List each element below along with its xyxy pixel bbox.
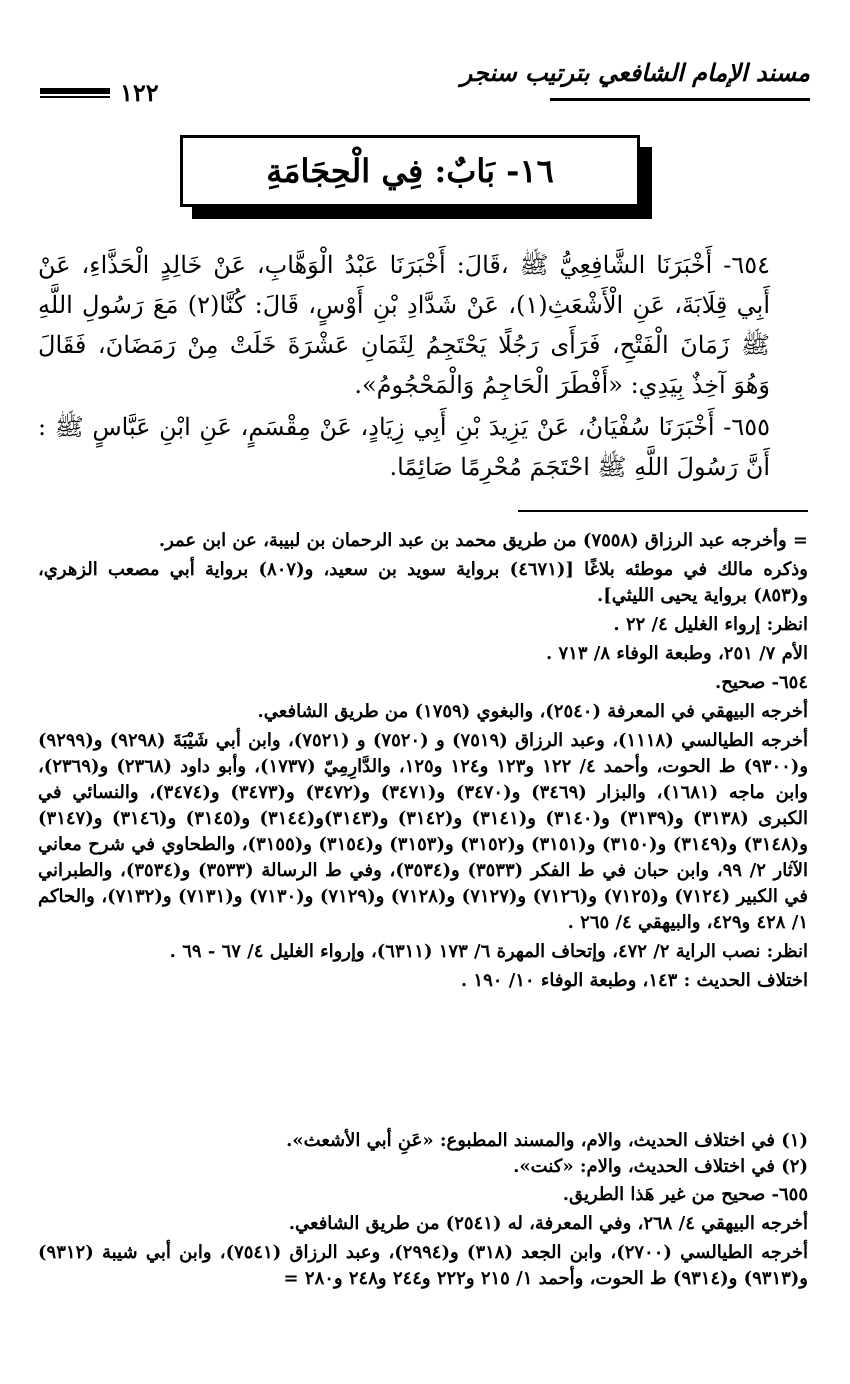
note-paragraph: = وأخرجه عبد الرزاق (٧٥٥٨) من طريق محمد بن عبد الرحمان بن لبيبة، عن ابن عمر. bbox=[158, 530, 808, 551]
note-paragraph: وذكره مالك في موطئه بلاغًا [(٤٦٧١) برواية سويد بن سعيد، و(٨٠٧) برواية أبي مصعب الزهري، و(٨٥٣) برواية يحيى الليثي]. bbox=[38, 559, 809, 606]
commentary-notes bbox=[38, 528, 808, 997]
header-title: مسند الإمام الشافعي بترتيب سنجر bbox=[460, 58, 810, 87]
note-paragraph: ٦٥٥- صحيح من غير هَذا الطريق. bbox=[562, 1184, 808, 1205]
notes-divider bbox=[518, 510, 808, 512]
page-number-bar-thin bbox=[40, 96, 110, 98]
note-paragraph: الأم ٧/ ٢٥١، وطبعة الوفاء ٨/ ٧١٣ . bbox=[545, 643, 808, 664]
note-paragraph: أخرجه الطيالسي (١١١٨)، وعبد الرزاق (٧٥١٩) و (٧٥٢٠) و (٧٥٢١)، وابن أبي شَيْبَةَ (٩٢٩٨) و(٩٢٩٩) و(٩٣٠٠) ط الحوت، وأحمد ٤/ ١٢٢ و١٢٣ و١٢٤ و١٢٥، والدَّارِمِيّ (١٧٣٧)، وأبو داود (٢٣٦٨) و(٢٣٦٩)، وابن ماجه (١٦٨١)، والبزار (٣٤٦٩) و(٣٤٧٠) و(٣٤٧١) و(٣٤٧٢) و(٣٤٧٣) و(٣٤٧٤)، والنسائي في الكبرى (٣١٣٨) و(٣١٣٩) و(٣١٤٠) و(٣١٤١) و(٣١٤٢) و(٣١٤٣)و(٣١٤٤) و(٣١٤٥) و(٣١٤٦) و(٣١٤٧) و(٣١٤٨) و(٣١٤٩) و(٣١٥٠) و(٣١٥١) و(٣١٥٢) و(٣١٥٣) و(٣١٥٤) و(٣١٥٥)، والطحاوي في شرح معاني الآثار ٢/ ٩٩، وابن حبان في ط الفكر (٣٥٣٣) و(٣٥٣٤)، وفي ط الرسالة (٣٥٣٣) و(٣٥٣٤)، والطبراني في الكبير (٧١٢٤) و(٧١٢٥) و(٧١٢٦) و(٧١٢٧) و(٧١٢٨) و(٧١٢٩) و(٧١٣٠) و(٧١٣١) و(٧١٣٢)، والحاكم ١/ ٤٢٨ و٤٢٩، والبيهقي ٤/ ٢٦٥ . bbox=[38, 730, 809, 933]
footnote-1: (١) في اختلاف الحديث، والام، والمسند المطبوع: «عَنِ أبي الأشعث». bbox=[286, 1130, 808, 1151]
footnotes bbox=[38, 1128, 808, 1180]
running-header bbox=[40, 58, 810, 106]
note-paragraph: انظر: نصب الراية ٢/ ٤٧٢، وإتحاف المهرة ٦/ ١٧٣ (٦٣١١)، وإرواء الغليل ٤/ ٦٧ - ٦٩ . bbox=[169, 941, 808, 962]
page-number-bar bbox=[40, 88, 110, 94]
note-paragraph: انظر: إرواء الغليل ٤/ ٢٢ . bbox=[613, 614, 808, 635]
hadith-655: ٦٥٥- أَخْبَرَنَا سُفْيَانُ، عَنْ يَزِيدَ بْنِ أَبِي زِيَادٍ، عَنْ مِقْسَمٍ، عَنِ ابْنِ عَبَّاسٍ ﷺ : أَنَّ رَسُولَ اللَّهِ ﷺ احْتَجَمَ مُحْرِمًا صَائِمًا. bbox=[38, 413, 770, 481]
note-paragraph: أخرجه البيهقي في المعرفة (٢٥٤٠)، والبغوي (١٧٥٩) من طريق الشافعي. bbox=[257, 701, 808, 722]
note-paragraph: اختلاف الحديث : ١٤٣، وطبعة الوفاء ١٠/ ١٩٠ . bbox=[460, 970, 808, 991]
header-underline bbox=[550, 98, 810, 101]
hadith-text bbox=[38, 245, 808, 489]
hadith-654: ٦٥٤- أَخْبَرَنَا الشَّافِعِيُّ ﷺ ،قَالَ: أَخْبَرَنَا عَبْدُ الْوَهَّابِ، عَنْ خَالِدٍ الْحَذَّاءِ، عَنْ أَبِي قِلَابَةَ، عَنِ الْأَشْعَثِ(١)، عَنْ شَدَّادِ بْنِ أَوْسٍ، قَالَ: كُنَّا(٢) مَعَ رَسُولِ اللَّهِ ﷺ زَمَانَ الْفَتْحِ، فَرَأَى رَجُلًا يَحْتَجِمُ لِثَمَانِ عَشْرَةَ خَلَتْ مِنْ رَمَضَانَ، فَقَالَ وَهُوَ آخِذٌ بِيَدِي: «أَفْطَرَ الْحَاجِمُ وَالْمَحْجُومُ». bbox=[38, 251, 771, 399]
note-paragraph: أخرجه البيهقي ٤/ ٢٦٨، وفي المعرفة، له (٢٥٤١) من طريق الشافعي. bbox=[288, 1213, 808, 1234]
commentary-notes-continued bbox=[38, 1182, 808, 1295]
page-number: ١٢٢ bbox=[120, 78, 159, 107]
footnote-2: (٢) في اختلاف الحديث، والام: «كنت». bbox=[513, 1156, 808, 1177]
note-paragraph: أخرجه الطيالسي (٢٧٠٠)، وابن الجعد (٣١٨) و(٢٩٩٤)، وعبد الرزاق (٧٥٤١)، وابن أبي شيبة (٩٣١٢) و(٩٣١٣) و(٩٣١٤) ط الحوت، وأحمد ١/ ٢١٥ و٢٢٢ و٢٤٤ و٢٤٨ و٢٨٠ = bbox=[38, 1242, 808, 1289]
chapter-title: ١٦- بَابٌ: فِي الْحِجَامَةِ bbox=[266, 152, 554, 190]
note-paragraph: ٦٥٤- صحيح. bbox=[715, 672, 808, 693]
